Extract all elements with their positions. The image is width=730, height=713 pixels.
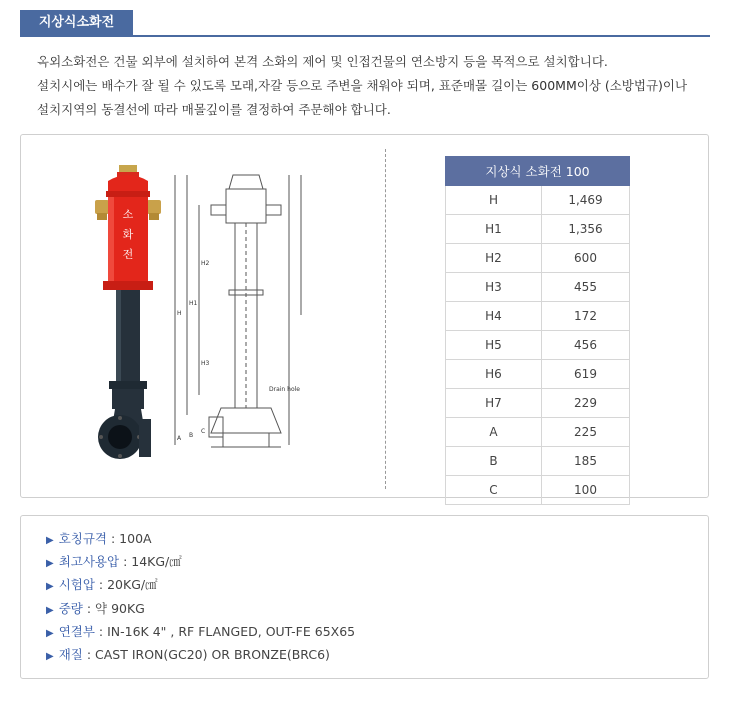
table-row: H7 229 <box>446 389 630 418</box>
dim-label: H1 <box>189 300 198 307</box>
intro-line: 옥외소화전은 건물 외부에 설치하여 본격 소화의 제어 및 인접건물의 연소방지 등을 목적으로 설치합니다. <box>37 54 608 69</box>
arrow-right-icon: ▶ <box>46 581 54 593</box>
table-row: C 100 <box>446 476 630 505</box>
intro-line: 설치시에는 배수가 잘 될 수 있도록 모래,자갈 등으로 주변을 채워야 되며, 표준매몰 길이는 600MM이상 (소방법규)이나 <box>37 78 688 93</box>
table-row: H1 1,356 <box>446 215 630 244</box>
features-panel <box>20 515 709 679</box>
list-item: ▶ 중량 : 약 90KG <box>46 600 145 616</box>
panel-divider <box>385 149 386 489</box>
hydrant-char: 소 <box>122 208 134 221</box>
feature-list <box>46 527 355 666</box>
title-underline <box>20 35 710 37</box>
hydrant-drawing <box>171 165 321 465</box>
table-row: H4 172 <box>446 302 630 331</box>
dim-label: H3 <box>201 360 210 367</box>
arrow-right-icon: ▶ <box>46 650 54 662</box>
table-row: A 225 <box>446 418 630 447</box>
list-item: ▶ 시험압 : 20KG/㎠ <box>46 577 158 593</box>
arrow-right-icon: ▶ <box>46 604 54 616</box>
table-row: H5 456 <box>446 331 630 360</box>
list-item: ▶ 연결부 : IN-16K 4" , RF FLANGED, OUT-FE 65X65 <box>46 623 356 639</box>
arrow-right-icon: ▶ <box>46 535 54 546</box>
section-title: 지상식소화전 <box>20 10 133 36</box>
table-row: H3 455 <box>446 273 630 302</box>
list-item: ▶ 재질 : CAST IRON(GC20) OR BRONZE(BRC6) <box>46 646 330 662</box>
list-item: ▶ 호칭규격 : 100A <box>46 531 152 546</box>
table-row: B 185 <box>446 447 630 476</box>
product-panel <box>20 134 709 498</box>
spec-table-header: 지상식 소화전 100 <box>446 157 630 186</box>
table-row: H6 619 <box>446 360 630 389</box>
hydrant-photo <box>95 163 161 463</box>
dim-label: H <box>177 310 182 317</box>
list-item: ▶ 최고사용압 : 14KG/㎠ <box>46 554 182 570</box>
dim-label: B <box>189 432 194 439</box>
intro-line: 설치지역의 동결선에 따라 매몰깊이를 결정하여 주문해야 합니다. <box>37 102 391 117</box>
spec-table <box>445 156 630 505</box>
hydrant-char: 화 <box>122 228 134 241</box>
table-row: H2 600 <box>446 244 630 273</box>
arrow-right-icon: ▶ <box>46 627 54 639</box>
dim-label: A <box>177 435 182 442</box>
arrow-right-icon: ▶ <box>46 558 54 570</box>
intro-text <box>37 50 707 122</box>
table-row: H 1,469 <box>446 186 630 215</box>
dim-label: H2 <box>201 260 210 267</box>
drain-hole-label: Drain hole <box>269 386 300 393</box>
hydrant-char: 전 <box>122 248 134 261</box>
dim-label: C <box>201 428 206 435</box>
